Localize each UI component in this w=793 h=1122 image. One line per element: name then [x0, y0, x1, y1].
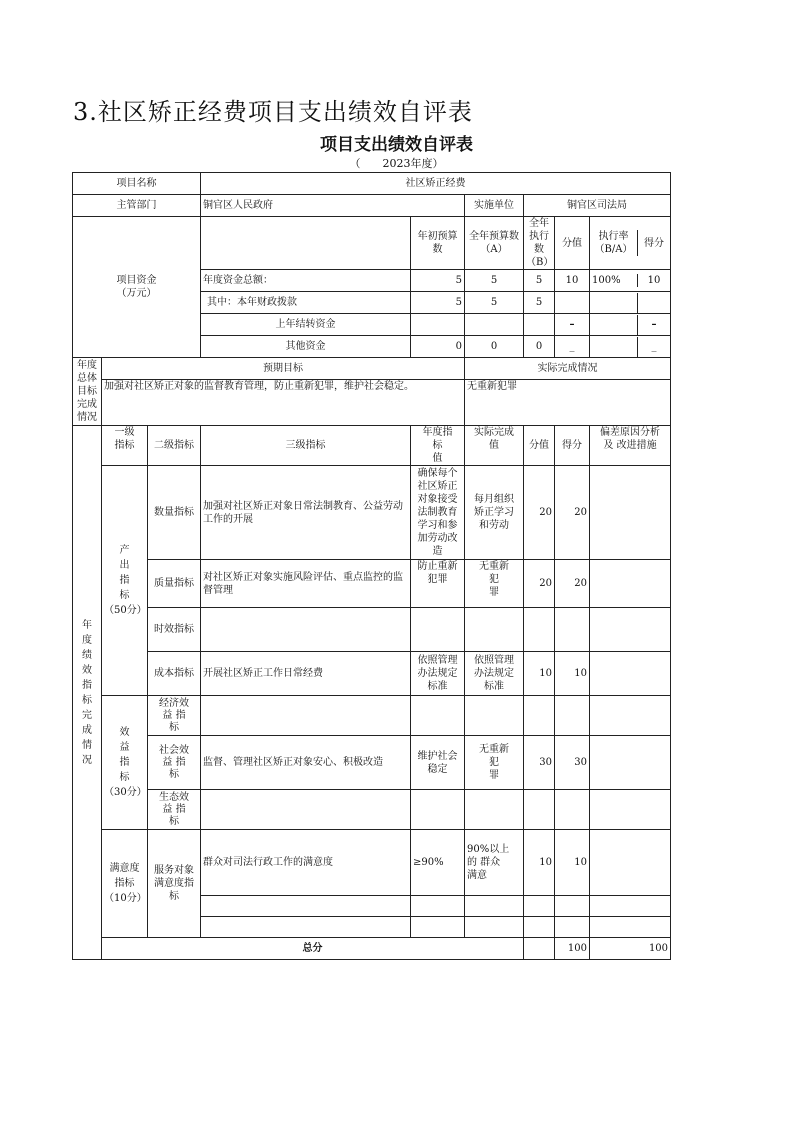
- score: [555, 696, 590, 736]
- funds-row-rate: [590, 293, 638, 313]
- funds-header-blank: [201, 217, 411, 270]
- page-heading: 3.社区矫正经费项目支出绩效自评表: [73, 98, 473, 126]
- level3-desc: [201, 896, 411, 917]
- score-value: [524, 696, 555, 736]
- actual-value: [465, 790, 524, 830]
- level2-name: 社会效 益 指 标: [148, 736, 201, 790]
- funds-row-score: [638, 293, 671, 313]
- level2-name: 生态效 益 指 标: [148, 790, 201, 830]
- score: [555, 608, 590, 652]
- target-value: [411, 608, 465, 652]
- funds-row-score-value: [555, 292, 590, 314]
- header-score-value: 分值: [524, 426, 555, 466]
- target-value: 维护社会 稳定: [411, 736, 465, 790]
- indicator-row-ecological: [73, 790, 671, 830]
- indicator-row-quantity: [73, 466, 671, 560]
- self-evaluation-table: [72, 172, 671, 960]
- target-value: 依照管理 办法规定 标准: [411, 652, 465, 696]
- funds-row-annual: [465, 314, 524, 336]
- analysis: [590, 652, 671, 696]
- header-target: 年度指 标 值: [411, 426, 465, 466]
- actual-value: 每月组织 矫正学习 和劳动: [465, 466, 524, 560]
- target-value: [411, 696, 465, 736]
- dept-label: 主管部门: [73, 195, 201, 217]
- target-value: [411, 790, 465, 830]
- level3-desc: [201, 608, 411, 652]
- benefit-label: 效 益 指 标 （30分）: [102, 696, 148, 830]
- total-blank: [524, 938, 555, 960]
- goals-actual: 无重新犯罪: [465, 380, 671, 426]
- actual-value: 无重新 犯 罪: [465, 736, 524, 790]
- actual-value: [465, 608, 524, 652]
- indicator-row-timeliness: [73, 608, 671, 652]
- total-label: 总分: [102, 938, 524, 960]
- level2-name: 时效指标: [148, 608, 201, 652]
- level3-desc: 监督、管理社区矫正对象安心、积极改造: [201, 736, 411, 790]
- funds-row-annual: 5: [465, 292, 524, 314]
- analysis: [590, 917, 671, 938]
- analysis: [590, 608, 671, 652]
- header-level3: 三级指标: [201, 426, 411, 466]
- header-analysis: 偏差原因分析 及 改进措施: [590, 426, 671, 466]
- funds-header-score: 得分: [644, 237, 665, 249]
- funds-row-executed: 5: [524, 292, 555, 314]
- output-label: 产 出 指 标 （50分）: [102, 466, 148, 696]
- funds-row-rate: [590, 315, 638, 335]
- funds-row-label: 年度资金总额：: [201, 270, 411, 292]
- score: [555, 790, 590, 830]
- indicator-row-economic: [73, 696, 671, 736]
- level2-name: 成本指标: [148, 652, 201, 696]
- score-value: 30: [524, 736, 555, 790]
- funds-row-initial: 0: [411, 336, 465, 358]
- target-value: [411, 917, 465, 938]
- indicator-row-quality: [73, 560, 671, 608]
- indicator-row-satisfaction: [73, 830, 671, 896]
- analysis: [590, 736, 671, 790]
- funds-header-annual: 全年预算数 （A）: [465, 217, 524, 270]
- funds-row-label: 其中：本年财政拨款: [201, 292, 411, 314]
- funds-header-rate: 执行率 （B/A）: [590, 230, 638, 256]
- level2-name: 经济效 益 指 标: [148, 696, 201, 736]
- level3-desc: [201, 696, 411, 736]
- target-value: 防止重新 犯罪: [411, 560, 465, 608]
- header-score: 得分: [555, 426, 590, 466]
- target-value: 确保每个 社区矫正 对象接受 法制教育 学习和参 加劳动改 造: [411, 466, 465, 560]
- analysis: [590, 790, 671, 830]
- score: [555, 917, 590, 938]
- level2-name: 质量指标: [148, 560, 201, 608]
- header-level1: 一级 指标: [102, 426, 148, 466]
- score: 30: [555, 736, 590, 790]
- unit-value: 铜官区司法局: [524, 195, 671, 217]
- funds-row-score: _: [651, 341, 657, 352]
- satisfaction-label: 满意度 指标 （10分）: [102, 830, 148, 938]
- score-value: [524, 608, 555, 652]
- funds-row-initial: 5: [411, 270, 465, 292]
- score-value: 20: [524, 560, 555, 608]
- target-value: ≥90%: [411, 830, 465, 896]
- indicator-row-social: [73, 736, 671, 790]
- score: 20: [555, 466, 590, 560]
- funds-row-executed: 5: [524, 270, 555, 292]
- funds-row-annual: 5: [465, 270, 524, 292]
- total-score-value: 100: [555, 938, 590, 960]
- funds-row-score: –: [651, 319, 657, 330]
- funds-row-executed: 0: [524, 336, 555, 358]
- actual-value: 依照管理 办法规定 标准: [465, 652, 524, 696]
- funds-row-executed: [524, 314, 555, 336]
- header-level2: 二级指标: [148, 426, 201, 466]
- dept-value: 铜官区人民政府: [201, 195, 465, 217]
- actual-value: [465, 696, 524, 736]
- score-value: [524, 896, 555, 917]
- analysis: [590, 560, 671, 608]
- level3-desc: 群众对司法行政工作的满意度: [201, 830, 411, 896]
- goals-label: 年度 总体 目标 完成 情况: [73, 358, 102, 426]
- funds-row-score-value: _: [555, 336, 590, 358]
- level2-name: 数量指标: [148, 466, 201, 560]
- funds-header-initial: 年初预算数: [411, 217, 465, 270]
- funds-label: 项目资金 （万元）: [73, 217, 201, 358]
- unit-label: 实施单位: [465, 195, 524, 217]
- score-value: 20: [524, 466, 555, 560]
- funds-row-score-value: –: [555, 314, 590, 336]
- analysis: [590, 896, 671, 917]
- level3-desc: [201, 790, 411, 830]
- funds-row-score: 10: [647, 275, 661, 286]
- total-row: [73, 938, 671, 960]
- funds-row-rate: [590, 337, 638, 357]
- funds-row-label: 上年结转资金: [201, 314, 411, 336]
- goals-expected-header: 预期目标: [102, 358, 465, 380]
- analysis: [590, 830, 671, 896]
- project-name-label: 项目名称: [73, 173, 201, 195]
- funds-header-score-value: 分值: [555, 217, 590, 270]
- project-name-value: 社区矫正经费: [201, 173, 671, 195]
- funds-row-rate: 100%: [590, 274, 638, 287]
- level2-name: 服务对象 满意度指 标: [148, 830, 201, 938]
- level3-desc: [201, 917, 411, 938]
- score: 10: [555, 652, 590, 696]
- funds-row-initial: [411, 314, 465, 336]
- actual-value: 90%以上 的 群众 满意: [465, 830, 524, 896]
- header-actual: 实际完成 值: [465, 426, 524, 466]
- goals-expected: 加强对社区矫正对象的监督教育管理，防止重新犯罪，维护社会稳定。: [102, 380, 465, 426]
- goals-actual-header: 实际完成情况: [465, 358, 671, 380]
- funds-row-annual: 0: [465, 336, 524, 358]
- score-value: [524, 917, 555, 938]
- indicators-side-label: 年 度 绩 效 指 标 完 成 情 况: [73, 426, 102, 960]
- analysis: [590, 466, 671, 560]
- score-value: 10: [524, 830, 555, 896]
- level3-desc: 加强对社区矫正对象日常法制教育、公益劳动工作的开展: [201, 466, 411, 560]
- score-value: [524, 790, 555, 830]
- target-value: [411, 896, 465, 917]
- actual-value: 无重新 犯 罪: [465, 560, 524, 608]
- level3-desc: 对社区矫正对象实施风险评估、重点监控的监督管理: [201, 560, 411, 608]
- level3-desc: 开展社区矫正工作日常经费: [201, 652, 411, 696]
- year-line: （ 2023年度）: [349, 157, 444, 170]
- funds-row-label: 其他资金: [201, 336, 411, 358]
- score-value: 10: [524, 652, 555, 696]
- analysis: [590, 696, 671, 736]
- total-score: 100: [590, 938, 671, 960]
- funds-row-initial: 5: [411, 292, 465, 314]
- funds-header-executed: 全年执行数 （B）: [524, 217, 555, 270]
- actual-value: [465, 917, 524, 938]
- score: 20: [555, 560, 590, 608]
- actual-value: [465, 896, 524, 917]
- indicator-row-cost: [73, 652, 671, 696]
- table-title: 项目支出绩效自评表: [320, 135, 473, 155]
- score: [555, 896, 590, 917]
- score: 10: [555, 830, 590, 896]
- funds-row-score-value: 10: [555, 270, 590, 292]
